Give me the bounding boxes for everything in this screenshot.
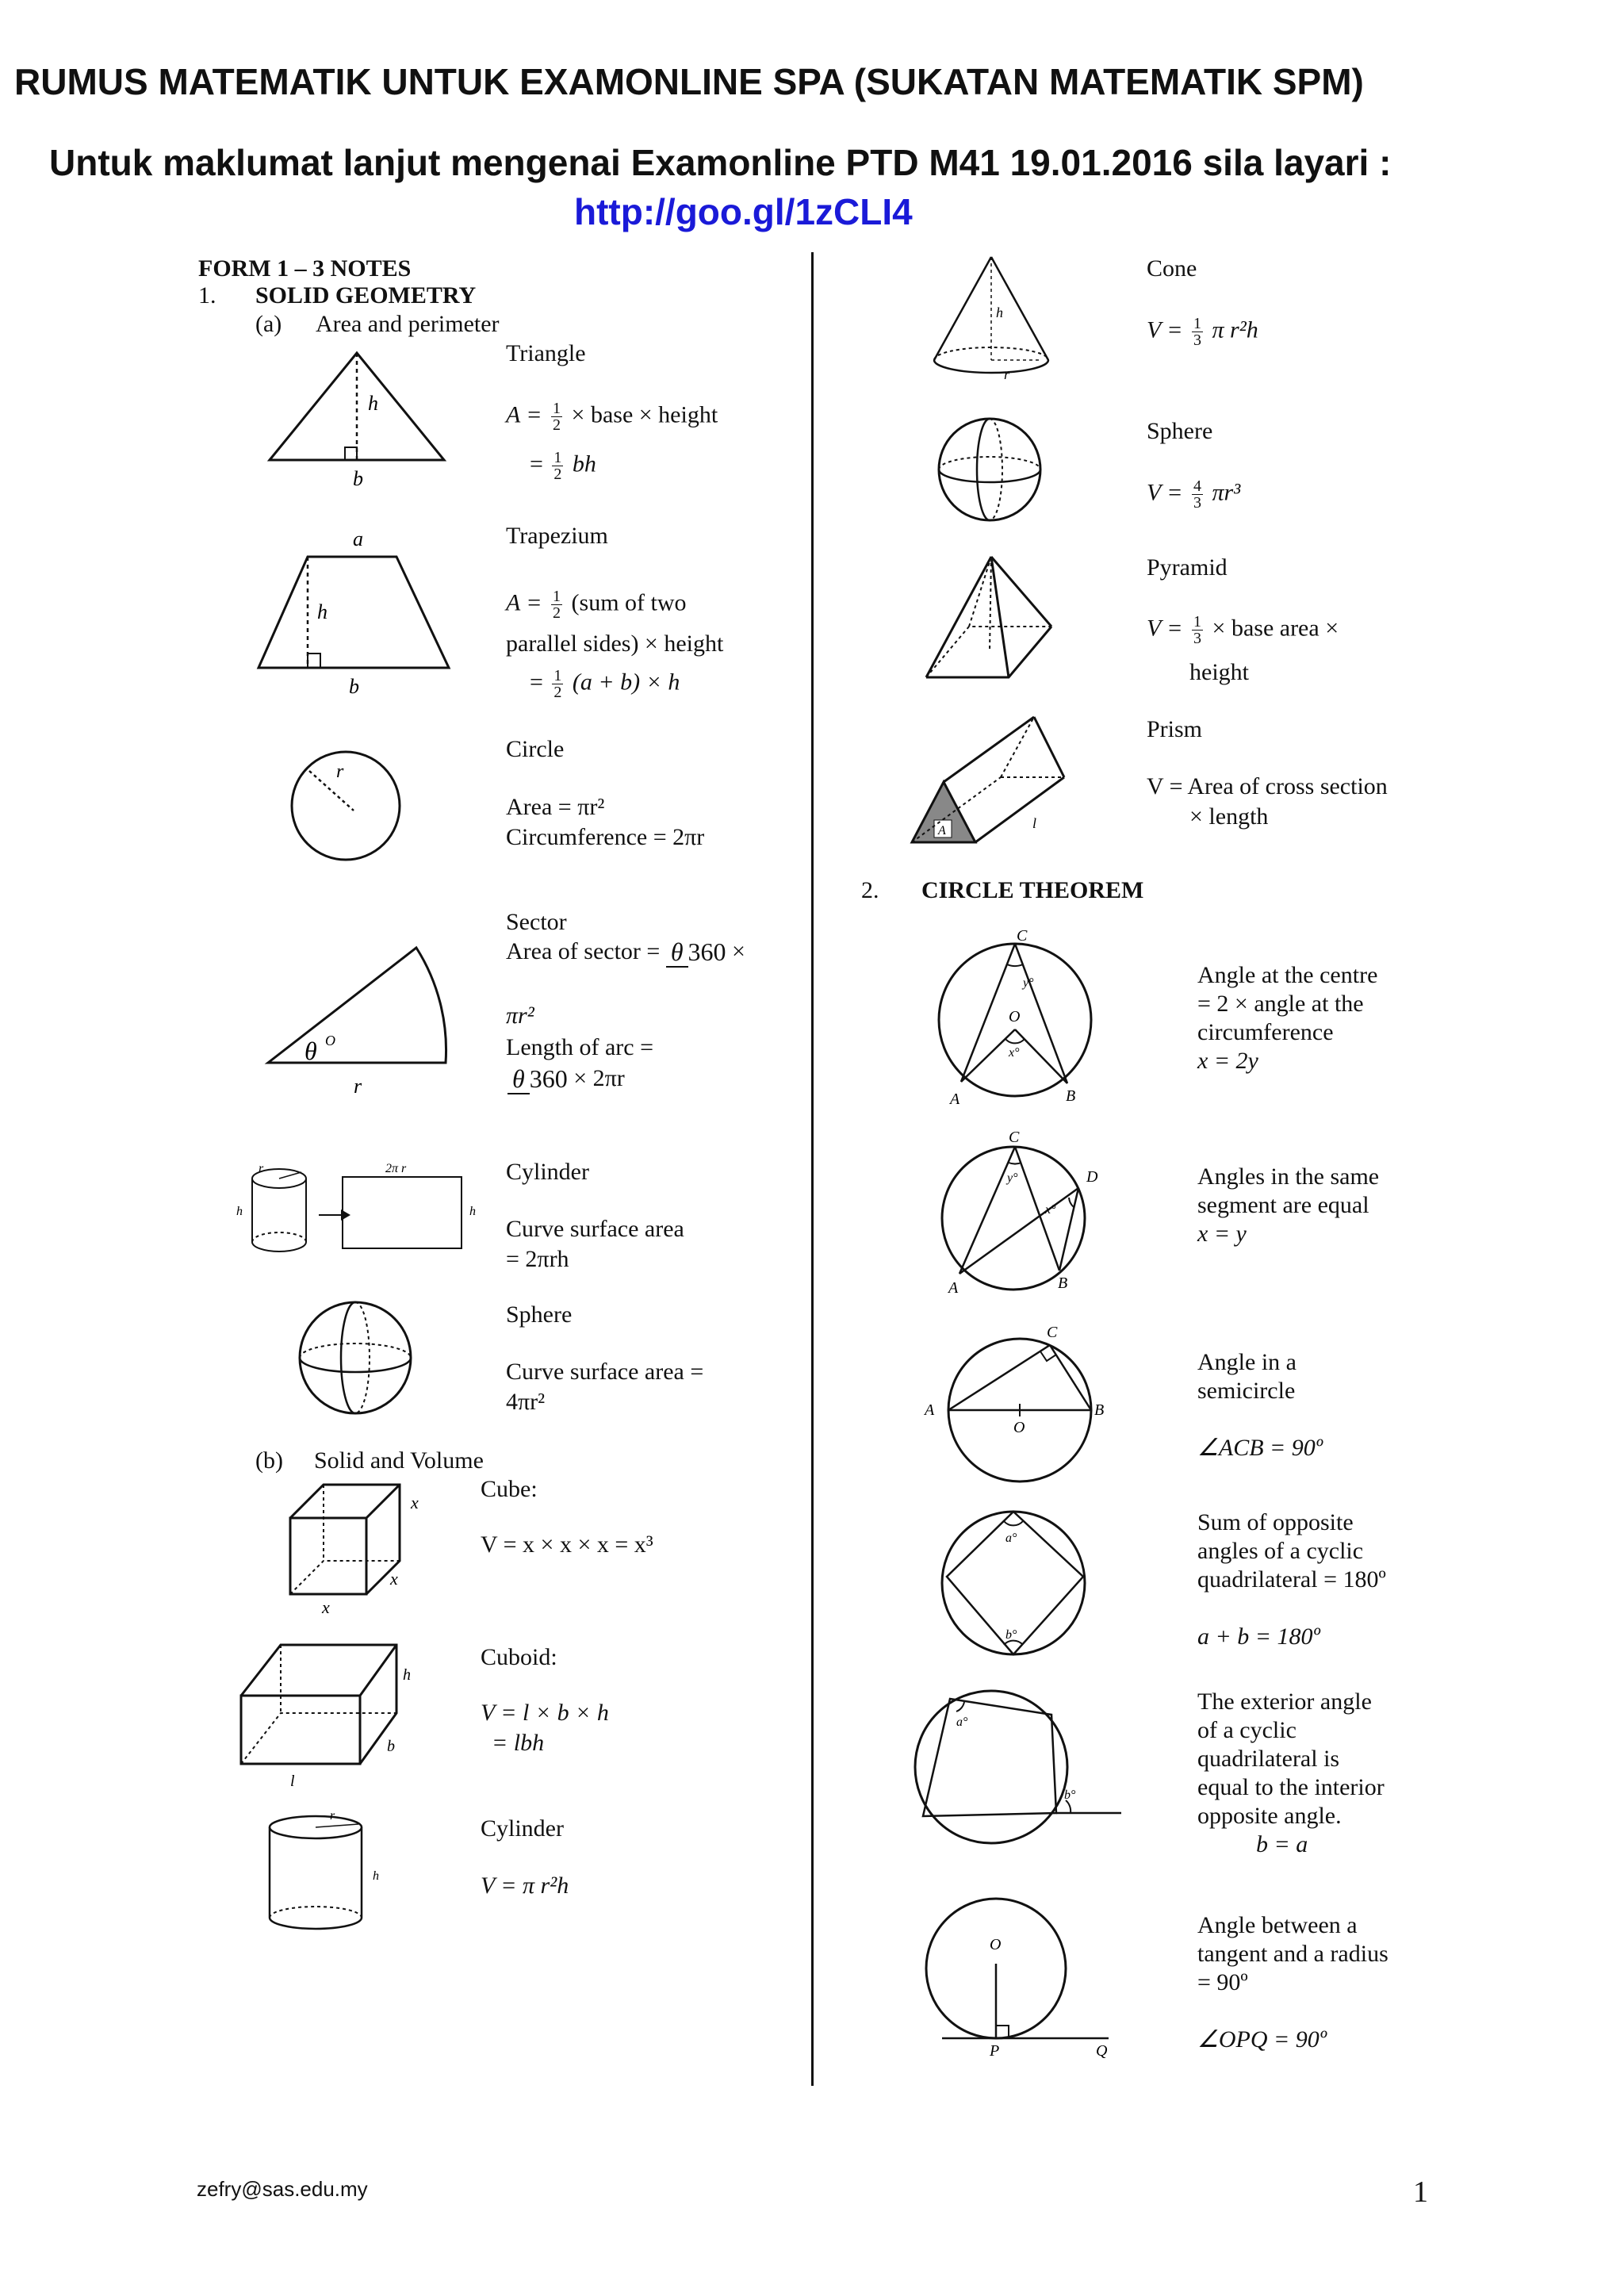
- sub-a-title: Area and perimeter: [316, 311, 500, 337]
- column-divider: [811, 252, 814, 2086]
- half-fraction: $\frac{1}{2}$: [553, 400, 561, 434]
- theorem-2-text: Angles in the same segment are equal x = y: [1197, 1163, 1380, 1247]
- sub-a-label: (a): [255, 311, 282, 337]
- trapezium-title: Trapezium: [506, 523, 608, 549]
- svg-text:y°: y°: [1007, 1171, 1018, 1185]
- trapezium-formula-2: = $\frac{1}{2}$ (a + b) × h: [530, 667, 680, 701]
- svg-text:P: P: [990, 2042, 1000, 2060]
- svg-text:y°: y°: [1023, 976, 1034, 990]
- triangle-title: Triangle: [506, 340, 586, 366]
- theorem-4-text: Sum of opposite angles of a cyclic quadrilateral = 180º a + b = 180º: [1197, 1509, 1386, 1650]
- triangle-b-label: b: [353, 467, 363, 490]
- svg-text:x°: x°: [1045, 1203, 1056, 1217]
- trapezium-formula-1b: parallel sides) × height: [506, 631, 724, 657]
- section-number: 1.: [198, 282, 216, 309]
- cube-x-label-1: x: [411, 1493, 419, 1512]
- cuboid-diagram: [235, 1639, 425, 1789]
- svg-text:O: O: [990, 1936, 1002, 1953]
- theorem-5-text: The exterior angle of a cyclic quadrilateral is equal to the interior opposite angle. b = a: [1197, 1688, 1385, 1857]
- triangle-formula-text: × base × height: [571, 401, 718, 428]
- svg-text:a°: a°: [1005, 1531, 1017, 1545]
- svg-text:Q: Q: [1096, 2042, 1108, 2060]
- sphere-area-line1: Curve surface area =: [506, 1359, 704, 1385]
- trapezium-formula-1: A = $\frac{1}{2}$ (sum of two: [506, 588, 687, 622]
- circle-area: Area = πr²: [506, 794, 605, 820]
- pyramid-formula: V = $\frac{1}{3}$ × base area ×: [1147, 613, 1339, 647]
- section2-number: 2.: [861, 877, 879, 903]
- form-notes-heading: FORM 1 – 3 NOTES: [198, 255, 412, 282]
- theorem-cyclic-quad-diagram: [929, 1504, 1104, 1670]
- page-title: RUMUS MATEMATIK UNTUK EXAMONLINE SPA (SUKATAN MATEMATIK SPM): [14, 61, 1364, 102]
- theorem-tangent-diagram: [920, 1895, 1126, 2062]
- cylinder-vol-formula: V = π r²h: [481, 1872, 569, 1899]
- circle-title: Circle: [506, 736, 565, 762]
- svg-text:a°: a°: [956, 1715, 968, 1729]
- cylinder-vol-title: Cylinder: [481, 1815, 564, 1842]
- sector-arc-formula: θ 360 × 2πr: [508, 1063, 625, 1094]
- cuboid-title: Cuboid:: [481, 1644, 557, 1670]
- section-title: SOLID GEOMETRY: [255, 282, 477, 309]
- svg-text:B: B: [1066, 1087, 1076, 1105]
- prism-line1: V = Area of cross section: [1147, 773, 1388, 799]
- svg-text:r: r: [330, 1809, 335, 1823]
- cylinder-area-title: Cylinder: [506, 1159, 589, 1185]
- svg-text:r: r: [259, 1162, 264, 1175]
- triangle-a-eq: A =: [506, 401, 542, 428]
- sphere-vol-title: Sphere: [1147, 418, 1213, 444]
- sphere-area-line2: 4πr²: [506, 1389, 546, 1415]
- sub-b-label: (b): [255, 1447, 283, 1474]
- svg-text:B: B: [1058, 1274, 1068, 1292]
- trapezium-a-label: a: [353, 527, 363, 550]
- cuboid-h-label: h: [403, 1666, 411, 1684]
- triangle-diagram: [262, 341, 452, 492]
- cube-x-label-3: x: [322, 1597, 330, 1617]
- cuboid-b-label: b: [387, 1738, 395, 1755]
- sector-r-label: r: [354, 1075, 362, 1098]
- svg-text:2π r: 2π r: [385, 1162, 407, 1175]
- circle-diagram: [285, 730, 404, 872]
- svg-text:B: B: [1094, 1401, 1105, 1419]
- cube-formula: V = x × x × x = x³: [481, 1531, 653, 1558]
- prism-line2: × length: [1189, 803, 1269, 830]
- svg-text:A: A: [948, 1279, 959, 1297]
- footer-email: zefry@sas.edu.my: [197, 2177, 368, 2201]
- theorem-same-segment-diagram: [928, 1129, 1118, 1304]
- circle-circumference: Circumference = 2πr: [506, 824, 705, 850]
- theorem-6-text: Angle between a tangent and a radius = 90º ∠OPQ = 90º: [1197, 1912, 1388, 2053]
- svg-text:h: h: [373, 1869, 379, 1883]
- cuboid-l-label: l: [290, 1773, 295, 1790]
- pyramid-title: Pyramid: [1147, 554, 1228, 581]
- cylinder-area-line1: Curve surface area: [506, 1216, 684, 1242]
- svg-text:A: A: [950, 1091, 960, 1108]
- sphere-vol-formula: V = $\frac{4}{3}$ πr³: [1147, 477, 1241, 512]
- circle-r-label: r: [336, 761, 344, 782]
- sphere-area-title: Sphere: [506, 1301, 573, 1328]
- triangle-formula-2: = $\frac{1}{2}$ bh: [530, 449, 596, 483]
- cube-diagram: [282, 1472, 433, 1615]
- info-link[interactable]: http://goo.gl/1zCLI4: [574, 191, 913, 232]
- section2-title: CIRCLE THEOREM: [921, 877, 1144, 903]
- cube-x-label-2: x: [390, 1569, 398, 1589]
- cylinder-net-diagram: [230, 1159, 500, 1271]
- cone-formula: V = $\frac{1}{3}$ π r²h: [1147, 315, 1258, 349]
- theorem-3-text: Angle in a semicircle ∠ACB = 90º: [1197, 1349, 1323, 1461]
- svg-text:C: C: [1047, 1324, 1058, 1341]
- sector-o-label: O: [325, 1033, 335, 1048]
- sector-arc-label: Length of arc =: [506, 1034, 654, 1060]
- theorem-semicircle-diagram: [917, 1317, 1123, 1483]
- sphere-area-diagram: [295, 1299, 422, 1418]
- svg-text:l: l: [1032, 815, 1037, 831]
- svg-text:C: C: [1017, 927, 1028, 945]
- cuboid-formula-2: = lbh: [492, 1730, 545, 1756]
- sector-theta-label: θ: [304, 1037, 317, 1065]
- sector-title: Sector: [506, 909, 567, 935]
- page-number: 1: [1413, 2175, 1428, 2209]
- cube-title: Cube:: [481, 1476, 538, 1502]
- svg-text:h: h: [996, 305, 1003, 320]
- svg-text:O: O: [1013, 1419, 1025, 1436]
- sector-area-formula: Area of sector = θ 360 ×: [506, 937, 745, 966]
- sub-b-title: Solid and Volume: [314, 1447, 484, 1474]
- svg-text:b°: b°: [1064, 1788, 1076, 1802]
- cuboid-formula-1: V = l × b × h: [481, 1700, 609, 1726]
- pyramid-formula-2: height: [1189, 659, 1249, 685]
- theorem-exterior-angle-diagram: [904, 1680, 1126, 1862]
- svg-text:b°: b°: [1005, 1628, 1017, 1642]
- trapezium-b-label: b: [349, 675, 359, 698]
- svg-text:h: h: [236, 1205, 243, 1218]
- svg-text:D: D: [1086, 1168, 1098, 1186]
- triangle-h-label: h: [368, 392, 378, 415]
- prism-title: Prism: [1147, 716, 1203, 742]
- cylinder-vol-diagram: [263, 1808, 406, 1943]
- svg-text:r: r: [1004, 366, 1010, 382]
- triangle-formula-1: [506, 401, 718, 433]
- svg-text:x°: x°: [1009, 1046, 1020, 1060]
- cone-diagram: [928, 252, 1055, 387]
- svg-text:h: h: [469, 1205, 476, 1218]
- sphere-vol-diagram: [936, 416, 1047, 527]
- svg-text:A: A: [925, 1401, 935, 1419]
- svg-text:A: A: [938, 824, 946, 838]
- prism-diagram: [906, 709, 1088, 852]
- svg-text:C: C: [1009, 1129, 1020, 1146]
- cone-title: Cone: [1147, 255, 1197, 282]
- trapezium-h-label: h: [317, 600, 327, 623]
- trapezium-diagram: [254, 523, 460, 698]
- theorem-1-text: Angle at the centre = 2 × angle at the circumference x = 2y: [1197, 962, 1378, 1074]
- page-subtitle: Untuk maklumat lanjut mengenai Examonline PTD M41 19.01.2016 sila layari :: [49, 142, 1392, 183]
- sector-diagram: [262, 936, 460, 1098]
- cylinder-area-line2: = 2πrh: [506, 1246, 569, 1272]
- sector-pir2: πr²: [506, 1002, 534, 1029]
- theorem-centre-angle-diagram: [920, 925, 1110, 1115]
- pyramid-diagram: [920, 552, 1063, 687]
- svg-text:O: O: [1009, 1008, 1021, 1025]
